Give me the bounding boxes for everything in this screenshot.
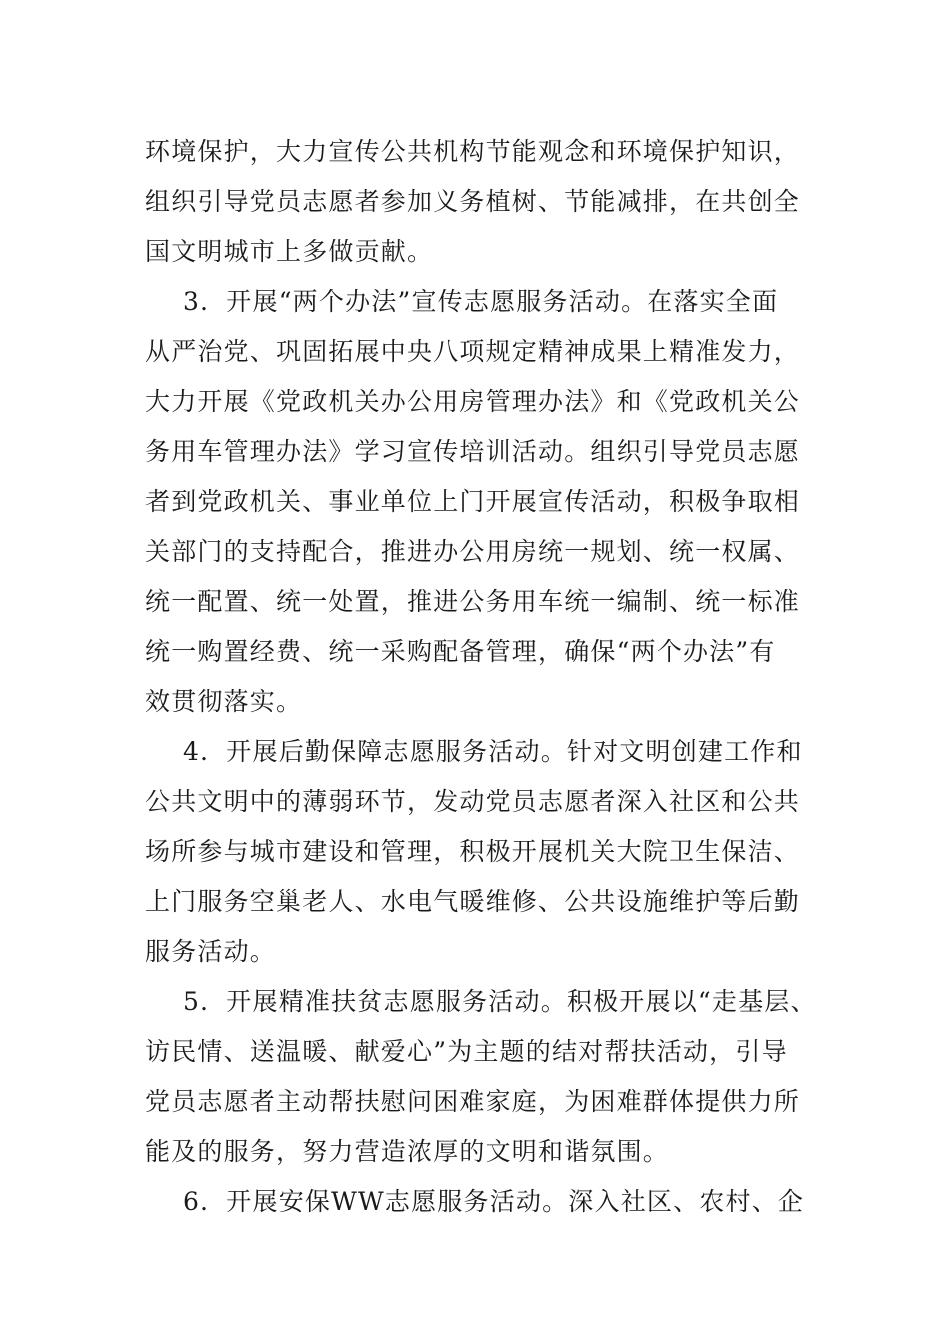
text-line: 能及的服务，努力营造浓厚的文明和谐氛围。 bbox=[145, 1137, 670, 1166]
text-line: 服务活动。 bbox=[145, 937, 277, 966]
text-line: 环境保护，大力宣传公共机构节能观念和环境保护知识， bbox=[145, 137, 801, 166]
paragraph-3-start: 3．开展“两个办法”宣传志愿服务活动。在落实全面 bbox=[183, 287, 779, 316]
paragraph-4-start: 4．开展后勤保障志愿服务活动。针对文明创建工作和 bbox=[183, 737, 803, 766]
text-line: 党员志愿者主动帮扶慰问困难家庭，为困难群体提供力所 bbox=[145, 1087, 801, 1116]
text-line: 国文明城市上多做贡献。 bbox=[145, 237, 434, 266]
text-line: 访民情、送温暖、献爱心”为主题的结对帮扶活动，引导 bbox=[145, 1037, 788, 1066]
paragraph-6-start: 6．开展安保WW志愿服务活动。深入社区、农村、企 bbox=[183, 1187, 805, 1216]
text-line: 关部门的支持配合，推进办公用房统一规划、统一权属、 bbox=[145, 537, 801, 566]
text-line: 效贯彻落实。 bbox=[145, 687, 303, 716]
text-line: 务用车管理办法》学习宣传培训活动。组织引导党员志愿 bbox=[145, 437, 801, 466]
document-body bbox=[145, 127, 815, 1227]
text-line: 上门服务空巢老人、水电气暖维修、公共设施维护等后勤 bbox=[145, 887, 801, 916]
text-line: 统一配置、统一处置，推进公务用车统一编制、统一标准 bbox=[145, 587, 801, 616]
paragraph-5-start: 5．开展精准扶贫志愿服务活动。积极开展以“走基层、 bbox=[183, 987, 817, 1016]
text-line: 大力开展《党政机关办公用房管理办法》和《党政机关公 bbox=[145, 387, 801, 416]
text-line: 组织引导党员志愿者参加义务植树、节能减排，在共创全 bbox=[145, 187, 801, 216]
text-line: 从严治党、巩固拓展中央八项规定精神成果上精准发力， bbox=[145, 337, 801, 366]
text-line: 场所参与城市建设和管理，积极开展机关大院卫生保洁、 bbox=[145, 837, 801, 866]
text-line: 统一购置经费、统一采购配备管理，确保“两个办法”有 bbox=[145, 637, 776, 666]
text-line: 者到党政机关、事业单位上门开展宣传活动，积极争取相 bbox=[145, 487, 801, 516]
text-line: 公共文明中的薄弱环节，发动党员志愿者深入社区和公共 bbox=[145, 787, 801, 816]
